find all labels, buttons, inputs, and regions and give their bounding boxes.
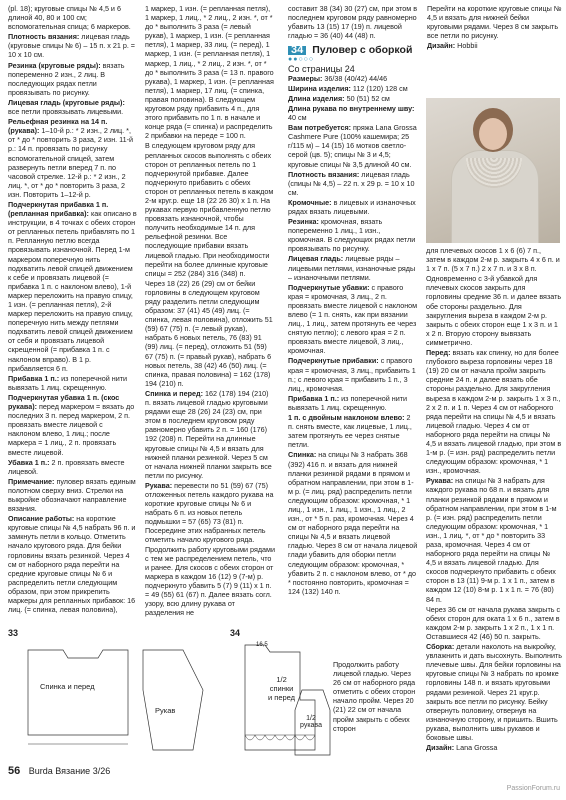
heading: 1 п. с двойным наклоном влево: xyxy=(288,413,405,423)
text-block: Lana Grossa xyxy=(456,743,498,753)
heading: Подчеркнутая прибавка 1 п. (репланная прибавка): xyxy=(8,199,109,219)
diagram-34-sleeve-label: 1/2 рукава xyxy=(300,715,322,729)
text-block: кромочная, вязать попеременно 1 лиц., 1 изн., кромочная. В следующих рядах петли провязывать по рисунку. xyxy=(288,217,416,254)
text-block: Продолжить работу лицевой гладью. Через 26 см от наборного ряда отметить с обеих сторон начало пройм. Через 20 (21) 22 см от начала пройм закрыть с обеих сторон xyxy=(333,660,416,733)
heading: Сборка: xyxy=(426,642,455,652)
text-block: вязать как спинку, но для более глубокого выреза горловины через 18 (19) 20 см от начала пройм закрыть средние 24 п. и далее вязать обе стороны раздельно. Для закругления выреза в каждом 2-м р. закрыть 1 x 3 п., 2 x 2 п. и 1 п. Через 4 см от наборного ряда перейти на спицы № 4,5 и вязать лицевой гладью. Через 4 см от наборного ряда перейти на спицы № 4,5 и вязать лицевой гладью, при этом в 1-м р. (= изн. ряд) распределить петли следующим образом: кромочная, * 1 изн., кромочная. xyxy=(426,348,562,476)
heading: Дизайн: xyxy=(427,41,456,51)
heading: Прибавка 1 п.: xyxy=(288,393,340,403)
text-block: (рl. 18); круговые спицы № 4,5 и 6 длиной 40, 80 и 100 см; вспомогательная спица; 6 маркеров. xyxy=(8,4,131,32)
heading: Ширина изделия: xyxy=(288,83,351,93)
heading: Перед: xyxy=(426,348,451,358)
magazine-name: Burda Вязание xyxy=(28,766,91,776)
text-block: пряжа Lana Grossa Cashmere Pure (100% кашемира; 25 г/115 м) – 14 (15) 16 мотков светло-серой (цв. 5); спицы № 3 и 4,5; круговые спицы № 3,5 длиной 40 см. xyxy=(288,123,417,169)
heading: Лицевая гладь (круговые ряды): xyxy=(8,97,125,107)
heading: Примечание: xyxy=(8,476,55,486)
designer: Hobbii xyxy=(457,41,478,51)
text-block: пуловер вязать единым полотном сверху вниз. Стрелки на выкройке обозначают направление вязания. xyxy=(8,476,136,514)
text-block: все петли провязывать лицевыми. xyxy=(8,107,124,117)
column-2 xyxy=(145,4,275,618)
heading: Дизайн: xyxy=(426,743,455,753)
diagram-33-sleeve-label: Рукав xyxy=(155,706,176,715)
text-block: В следующем круговом ряду для репланных скосов выполнять с обеих сторон от репланных петель по 1 подчеркнутой прибавке. Далее подчеркнуто прибавить с обеих сторон от репланных петель в каждом 2-м круг.р. еще 18 (22 26 30) x 1 п. На рукавах первую прибавленную петлю провязать изнаночной, чтобы получить необходимые 14 п. для рельефной резинки. Все последующие прибавки вязать лицевой гладью. При необходимости перейти на более длинные круговые спицы = 252 (284) 316 (348) п. xyxy=(145,141,274,278)
diagram-34-number: 34 xyxy=(230,628,241,638)
text-block: вязать попеременно 2 изн., 2 лиц. В последующих рядах петли провязывать по рисунку. xyxy=(8,60,125,97)
text-block: на спицы № 3 набрать для каждого рукава по 68 п. и вязать для планки резинкой рядами в прямом и обратном направлении, при этом в 1-м р. (= изн. ряд) распределить петли следующим образом: кромочная, * 1 изн., 1 лиц. *, от * до * повторить 33 раза, кромочная. Через 4 см от наборного ряда перейти на спицы № 4,5 и вязать лицевой гладью. Для скосов подчеркнуто прибавить с обеих сторон в 13 (11) 9-м р. 1 x 1 п., затем в каждом 12 (10) 8-м р. 1 x 1 п. = 76 (80) 84 п. xyxy=(426,476,557,604)
text-block: для плечевых скосов 1 x 6 (6) 7 п., затем в каждом 2-м р. закрыть 4 x 6 п. и 1 x 7 п. (5 x 7 п.) 2 x 7 п. и 3 x 8 п. xyxy=(426,246,560,274)
heading: Лицевая гладь: xyxy=(288,254,344,264)
heading: Описание работы: xyxy=(8,514,75,524)
heading: Подчеркнутые убавки: xyxy=(288,282,370,292)
difficulty-dots: ●●○○○ xyxy=(288,56,315,64)
issue-number: 3/26 xyxy=(92,766,111,776)
diagram-34-top-measure: 16,5 xyxy=(256,642,268,648)
text-block: из поперечной нити вывязать 1 лиц. скрещенную. xyxy=(8,373,128,392)
text-block: перед маркером = вязать до последних 3 п. перед маркером, 2 п. провязать вместе лицевой с наклоном влево, 1 лиц.; после маркера = 1 лиц., 2 п. провязать вместе лицевой. xyxy=(8,402,135,457)
watermark-site: PassionForum.ru xyxy=(506,785,560,792)
text-block: с правого края = кромочная, 3 лиц., прибавить 1 п.; с левого края = прибавить 1 п., 3 лиц., кромочная. xyxy=(288,356,416,393)
heading: Подчеркнутая убавка 1 п. (скос рукава): xyxy=(8,392,120,412)
text-block: Перейти на короткие круговые спицы № 4,5 и вязать для нижней бейки круговыми рядами. Через 8 см закрыть все петли по рисунку. xyxy=(427,4,562,41)
heading: Рукава: xyxy=(426,476,454,486)
pattern-header xyxy=(288,46,418,55)
heading: Размеры: xyxy=(288,73,323,83)
text-block: перевести по 51 (59) 67 (75) отложенных петель каждого рукава на короткие круговые спицы № 6 и набрать 6 п. из новых петель подмышки = 57 (65) 73 (81) п. Посередине этих набранных петель отметить начало кругового ряда. Продолжить работу круговыми рядами с тем же распределением петель, что и ранее. Для скосов с обеих сторон от маркера в каждом 16 (12) 9 (7-м) р. подчеркнуто убавить 5 (7) 9 (11) x 1 п. = 49 (55) 61 (67) п. Далее вязать согл. узору, всю длину рукава от разделения не xyxy=(145,480,276,618)
column-4-lower xyxy=(426,246,562,753)
heading: Плотность вязания: xyxy=(8,32,80,42)
text-block: лицевая гладь (круговые спицы № 6) – 15 п. х 21 р. = 10 х 10 см. xyxy=(8,32,136,60)
diagram-33-label: Спинка и перед xyxy=(40,682,95,691)
heading: Подчеркнутые прибавки: xyxy=(288,356,379,366)
text-block: 1–10-й р.: * 2 изн., 2 лиц. *, от * до * повторить 3 раза, 2 изн. 11-й р.: 14 п. провязать по рисунку вспомогательной спицей, затем развернуть петли вперед 7 п. по часовой стрелке. 12-й р.: * 2 изн., 2 лиц. *, от * до * повторить 3 раза, 2 изн. Повторить 1–12-й р. xyxy=(8,126,134,199)
text-block: 112 (120) 128 см xyxy=(352,83,408,93)
text-block: детали наколоть на выкройку, увлажнить и дать высохнуть. Выполнить плечевые швы. Для бейки горловины на круговые спицы № 3 набрать по кромке горловины 148 п. и вязать круговыми рядами резинкой. Через 21 круг.р. закрыть все петли по рисунку. Бейку отвернуть половину, отвернув на изнаночную сторону, и пришить. Вшить рукава, выполнить швы рукавов и боковые швы. xyxy=(426,642,563,742)
text-block: 50 (51) 52 см xyxy=(346,93,390,103)
text-block: на спицы № 3 набрать 368 (392) 416 п. и вязать для нижней планки резинкой рядами в прямом и обратном направлении, при этом в 1-м р. (= лиц. ряд) распределить петли следующим образом: кромочная, * 1 лиц., 1 изн., 1 лиц., 1 изн., 1 лиц., 2 изн., от * 5 п. раз, кромочная. Через 4 см от наборного ряда перейти на спицы № 4,5 и вязать лицевой гладью. Через 8 см от начала лицевой глади убавить для оборки петли следующим образом: кромочная, * убавить 2 п. с наклоном влево, от * до * постоянно повторить, кромочная = 124 (132) 140 п. xyxy=(288,450,418,596)
heading: Прибавка 1 п.: xyxy=(8,373,60,383)
page-reference: Со страницы 24 xyxy=(288,63,355,74)
heading: Длина рукава по внутреннему шву: xyxy=(288,103,415,113)
diagram-33 xyxy=(8,640,218,760)
text-block: с правого края = кромочная, 3 лиц., 2 п. провязать вместе лицевой с наклоном влево (= 1 п. снять, как при вязании лиц., 1 лиц., затем протянуть ее через снятую петлю); с левого края = 2 п. провязать вместе лицевой, 3 лиц., кромочная. xyxy=(288,282,418,356)
text-block: лицевая гладь (спицы № 4,5) – 22 п. x 29 р. = 10 x 10 см. xyxy=(288,169,415,197)
face-shape xyxy=(479,118,507,150)
text-block: составит 38 (34) 30 (27) см, при этом в последнем круговом ряду равномерно убавить 13 (15) 17 (19) п. лицевой гладью = 36 (40) 44 (48) п. xyxy=(288,4,418,41)
diagram-34-label: 1/2 спинки и перед xyxy=(268,675,296,702)
heading: Резинка (круговые ряды): xyxy=(8,60,101,70)
heading: Вам потребуется: xyxy=(288,123,352,133)
heading: Кромочные: xyxy=(288,197,332,207)
column-4 xyxy=(427,4,562,51)
text-block: 40 см xyxy=(288,113,307,123)
heading: Длина изделия: xyxy=(288,93,345,103)
diagram-33-number: 33 xyxy=(8,628,19,638)
page-footer xyxy=(8,765,110,777)
text-block: 36/38 (40/42) 44/46 xyxy=(324,73,388,83)
model-photo xyxy=(426,98,560,243)
text-block: на короткие круговые спицы № 4,5 набрать 96 п. и замкнуть петли в кольцо. Отметить начало кругового ряда. Для бейки горловины вязать резинкой. Через 4 см от наборного ряда перейти на средние круговые спицы № 6 и распределить петли следующим образом, при этом прикрепить маркеры для репланных прибавок: 16 лиц. (= спинка, левая половина), xyxy=(8,514,136,615)
heading: Спинка и перед: xyxy=(145,388,203,398)
text-block: 1 маркер, 1 изн. (= репланная петля), 1 маркер, 1 лиц., * 2 лиц., 2 изн. *, от * до * выполнить 3 раза (= левый рукав), 1 маркер, 1 изн. (= репланная петля), 1 маркер, 33 лиц. (= перед), 1 маркер, 1 изн. (= репланная петля), 1 маркер, 1 лиц., * 2 лиц., 2 изн. *, от * до * выполнить 3 раза (= 13 п. правого рукава), 1 маркер, 1 изн. (= репланная петля), 1 маркер, 17 лиц. (= спинка, правая половина). В следующем круговом ряду прибавить 4 п., для этого прибавить по 1 п. в начале и конце ряда (= спинка) и распределить 2 прибавки на переде = 100 п. xyxy=(145,4,274,141)
page-number: 56 xyxy=(8,765,21,777)
text-block: Через 18 (22) 26 (29) см от бейки горловины в следующем круговом ряду разделить петли следующим образом: 37 (41) 45 (49) лиц. (= спинка, левая половина), отложить 51 (59) 67 (75) п. (= левый рукав), набрать 6 новых петель, 76 (83) 91 (99) лиц. (= перед), отложить 51 (59) 67 (75) п. (= правый рукав), набрать 6 новых петель, 38 (42) 46 (50) лиц. (= спинка, правая половина) = 162 (178) 194 (210) п. xyxy=(145,278,273,388)
heading: Плотность вязания: xyxy=(288,169,360,179)
text-block: как описано в инструкции, в 4 точках с обеих сторон от репланных петель прибавлять по 1 п. Репланную петлю всегда провязывать изнаночной. Перед 1-м маркером поперечную нить подхватить левой спицей движением к себе и провязать лицевой (= прибавка 1 п. с наклоном влево), 1-й маркер переложить на правую спицу, 1 изн. (= репланная петля), 2-й маркер переложить на правую спицу, поперечную нить между петлями подхватить левой спицей движением от себя и провязать лицевой скрещенной (= прибавка 1 п. с наклоном вправо). В 1 р. прибавляется 6 п. xyxy=(8,209,137,373)
text-block: 2 п. провязать вместе лицевой. xyxy=(8,457,125,476)
text-block: Через 36 см от начала рукава закрыть с обеих сторон для оката 1 x 6 п., затем в каждом 2-м р. закрыть 1 x 2 п., 1 x 1 п. Оставшиеся 42 (46) 50 п. закрыть. xyxy=(426,604,561,641)
text-block: Одновременно с 3-й убавкой для плечевых скосов закрыть для горловины средние 36 п. и далее вязать обе стороны раздельно. Для закругления выреза в каждом 2-м р. закрыть с обеих сторон еще 1 x 3 п. и 1 x 2 п. Вторую сторону вывязать симметрично. xyxy=(426,274,562,347)
text-block: 2 п. снять вместе, как лицевые, 1 лиц., затем протянуть ее через снятые петли. xyxy=(288,413,412,450)
text-block: 162 (178) 194 (210) п. вязать лицевой гладью круговыми рядами еще 28 (26) 24 (23) см, при этом в последнем круговом ряду равномерно убавить 2 п. = 160 (176) 192 (208) п. Перейти на длинные круговые спицы № 4,5 и вязать для нижней планки резинкой. Через 5 см от начала нижней планки закрыть все петли по рисунку. xyxy=(145,388,272,480)
column-3 xyxy=(288,4,418,597)
heading: Убавка 1 п.: xyxy=(8,457,50,467)
text-block: в лицевых и изнаночных рядах вязать лицевыми. xyxy=(288,197,416,216)
heading: Спинка: xyxy=(288,450,317,460)
heading: Рельефная резинка на 14 п. (рукава): xyxy=(8,117,108,136)
column-3-tail xyxy=(333,660,417,734)
pattern-title: Пуловер с оборкой xyxy=(312,44,413,57)
heading: Рукава: xyxy=(145,480,173,490)
text-block: из поперечной нити вывязать 1 лиц. скрещенную. xyxy=(288,393,408,412)
column-1 xyxy=(8,4,137,615)
pattern-number-badge: 34 xyxy=(288,46,306,55)
heading: Резинка: xyxy=(288,217,319,227)
text-block: лицевые ряды – лицевыми петлями, изнаночные ряды – изнаночными петлями. xyxy=(288,254,416,282)
